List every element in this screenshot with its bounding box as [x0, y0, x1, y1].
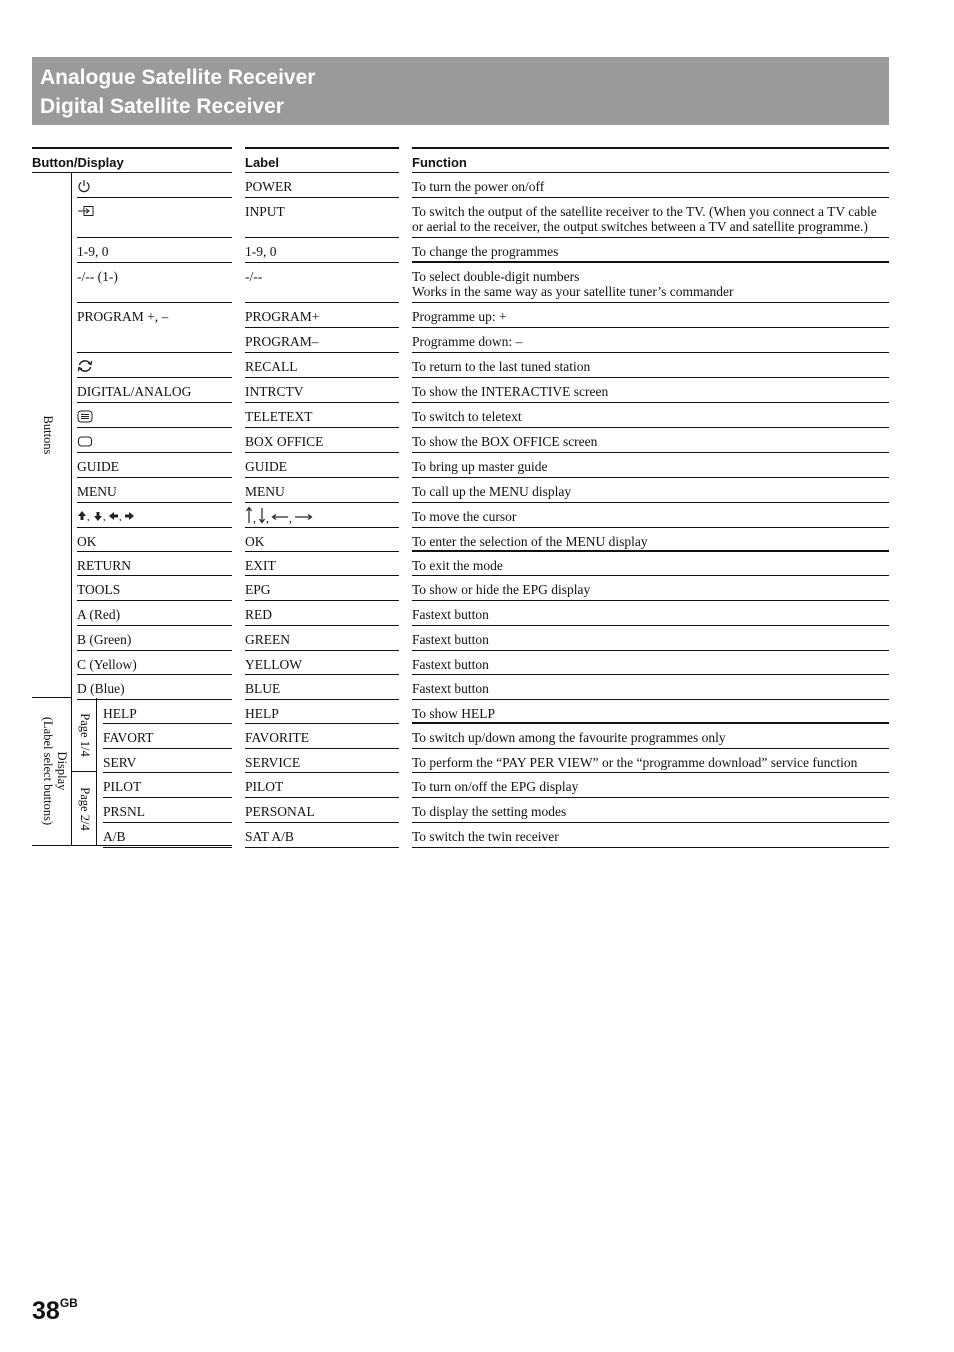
function-cell: To turn on/off the EPG display — [412, 773, 889, 798]
function-cell: To change the programmes — [412, 238, 889, 263]
recall-icon — [77, 359, 93, 376]
teletext-icon — [77, 410, 93, 426]
button-cell — [77, 198, 232, 238]
title-banner — [32, 57, 889, 125]
page-divider — [96, 698, 97, 846]
label-cell: EPG — [245, 576, 399, 601]
function-cell: To select double-digit numbers Works in the same way as your satellite tuner’s commander — [412, 263, 889, 303]
function-cell: To show HELP — [412, 700, 889, 724]
label-cell: RECALL — [245, 353, 399, 378]
function-cell: To show or hide the EPG display — [412, 576, 889, 601]
title-line-2: Digital Satellite Receiver — [40, 95, 284, 118]
button-cell — [77, 173, 232, 198]
label-cell: PROGRAM+ — [245, 303, 399, 328]
button-cell — [77, 328, 232, 353]
button-cell: HELP — [103, 700, 232, 724]
group-label-buttons: Buttons — [41, 415, 55, 455]
button-cell: PROGRAM +, – — [77, 309, 169, 324]
function-cell: Programme down: – — [412, 328, 889, 353]
label-cell: GREEN — [245, 626, 399, 651]
title-line-1: Analogue Satellite Receiver — [40, 66, 316, 89]
button-cell: -/-- (1-) — [77, 263, 232, 303]
button-cell — [77, 503, 232, 528]
svg-text:,: , — [253, 511, 256, 524]
function-cell: To switch the twin receiver — [412, 823, 889, 848]
label-cell: PILOT — [245, 773, 399, 798]
label-cell: TELETEXT — [245, 403, 399, 428]
page-number: $38^{GB}$ — [32, 1296, 78, 1325]
label-cell — [245, 503, 399, 528]
function-cell: To return to the last tuned station — [412, 353, 889, 378]
button-cell — [77, 353, 232, 378]
label-cell: RED — [245, 601, 399, 626]
button-cell: FAVORT — [103, 724, 232, 749]
label-cell: GUIDE — [245, 453, 399, 478]
svg-text:,: , — [103, 512, 106, 523]
small-arrows-icon — [77, 510, 135, 525]
function-cell: To turn the power on/off — [412, 173, 889, 198]
button-cell: PRSNL — [103, 798, 232, 823]
label-cell: INTRCTV — [245, 378, 399, 403]
function-cell: To bring up master guide — [412, 453, 889, 478]
label-cell: BOX OFFICE — [245, 428, 399, 453]
button-cell: RETURN — [77, 552, 232, 576]
label-cell: PROGRAM– — [245, 328, 399, 353]
function-cell: Fastext button — [412, 675, 889, 700]
label-cell: POWER — [245, 173, 399, 198]
function-cell: To move the cursor — [412, 503, 889, 528]
page-separator — [72, 771, 96, 772]
label-cell: OK — [245, 528, 399, 552]
label-cell: FAVORITE — [245, 724, 399, 749]
header-function: Function — [412, 147, 889, 173]
function-cell: Fastext button — [412, 601, 889, 626]
power-icon — [77, 179, 91, 196]
svg-text:,: , — [87, 512, 90, 523]
group-label-display: Display (Label select buttons) — [41, 716, 69, 826]
button-cell: GUIDE — [77, 453, 232, 478]
header-label: Label — [245, 147, 399, 173]
button-cell: TOOLS — [77, 576, 232, 601]
screen-icon — [77, 435, 93, 451]
button-cell: MENU — [77, 478, 232, 503]
label-cell: YELLOW — [245, 651, 399, 675]
label-cell: PERSONAL — [245, 798, 399, 823]
label-cell: INPUT — [245, 198, 399, 238]
label-cell: SAT A/B — [245, 823, 399, 848]
label-cell: 1-9, 0 — [245, 238, 399, 263]
function-cell: To call up the MENU display — [412, 478, 889, 503]
svg-text:,: , — [289, 511, 292, 524]
header-button-display: Button/Display — [32, 147, 232, 173]
function-cell: To enter the selection of the MENU display — [412, 528, 889, 552]
input-icon — [77, 205, 95, 220]
svg-text:,: , — [266, 511, 269, 524]
group-label-page1: Page 1/4 — [78, 713, 92, 757]
button-cell: DIGITAL/ANALOG — [77, 378, 232, 403]
function-cell: To perform the “PAY PER VIEW” or the “programme download” service function — [412, 749, 889, 773]
function-cell: To switch up/down among the favourite programmes only — [412, 724, 889, 749]
function-cell: Programme up: + — [412, 303, 889, 328]
button-cell: A (Red) — [77, 601, 232, 626]
label-cell: BLUE — [245, 675, 399, 700]
group-separator — [32, 697, 72, 698]
button-cell — [77, 403, 232, 428]
arrows-icon — [245, 506, 313, 527]
function-cell: To display the setting modes — [412, 798, 889, 823]
button-cell: D (Blue) — [77, 675, 232, 700]
button-cell: 1-9, 0 — [77, 238, 232, 263]
group-label-page2: Page 2/4 — [78, 787, 92, 831]
function-cell: To switch to teletext — [412, 403, 889, 428]
group-divider — [71, 173, 72, 846]
function-cell: Fastext button — [412, 626, 889, 651]
label-cell: EXIT — [245, 552, 399, 576]
button-cell — [77, 428, 232, 453]
svg-text:,: , — [119, 512, 122, 523]
function-cell: To show the BOX OFFICE screen — [412, 428, 889, 453]
button-cell: OK — [77, 528, 232, 552]
function-cell: To exit the mode — [412, 552, 889, 576]
button-cell: A/B — [103, 823, 232, 848]
button-cell: C (Yellow) — [77, 651, 232, 675]
function-cell: Fastext button — [412, 651, 889, 675]
label-cell: HELP — [245, 700, 399, 724]
label-cell: MENU — [245, 478, 399, 503]
function-cell: To switch the output of the satellite receiver to the TV. (When you connect a TV cable or aerial to the receiver, the output switches between a TV and satellite programme.) — [412, 198, 889, 238]
button-cell: B (Green) — [77, 626, 232, 651]
button-cell: PILOT — [103, 773, 232, 798]
label-cell: SERVICE — [245, 749, 399, 773]
label-cell: -/-- — [245, 263, 399, 303]
table-bottom-line — [32, 845, 232, 846]
function-cell: To show the INTERACTIVE screen — [412, 378, 889, 403]
button-cell: SERV — [103, 749, 232, 773]
